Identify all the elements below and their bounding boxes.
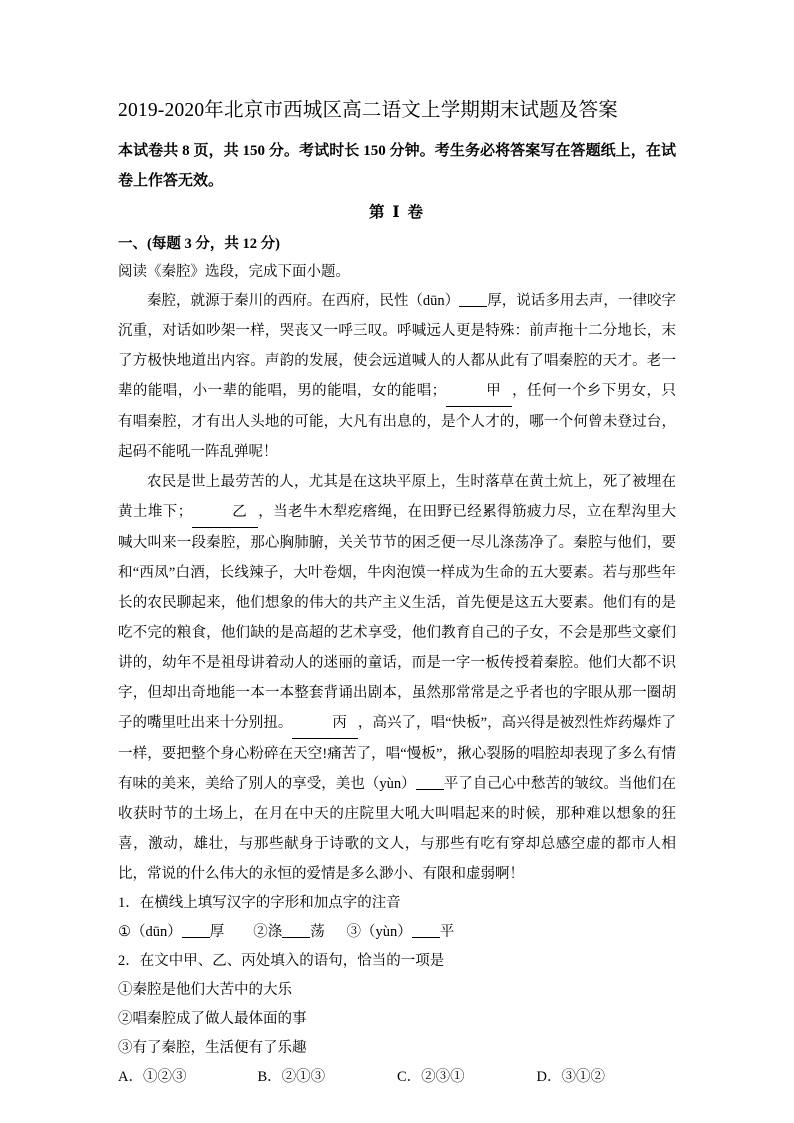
subitem-1-prefix: ①（dūn） (118, 924, 182, 940)
passage-text: ，任何一个乡下男女，只有唱秦腔，才有出人头地的可能，大凡有出息的，是个人才的，哪一个何曾未登过台，起码不能吼一阵乱弹呢！ (118, 383, 676, 460)
passage-text: 厚，说话多用去声，一律咬字沉重，对话如吵架一样，哭丧又一呼三叹。呼喊远人更是特殊：前声拖十二分地长，末了方极快地道出内容。声韵的发展，使会远道喊人的人都从此有了唱秦腔的天才。老一辈的能唱，小一辈的能唱，男的能唱，女的能唱； (118, 293, 677, 399)
option-b[interactable]: B．②①③ (257, 1069, 326, 1085)
question-number: 1． (118, 895, 140, 911)
subitem-1-suffix: 厚 (209, 924, 225, 940)
subitem-2-blank (282, 923, 310, 939)
fill-blank-dun (459, 292, 487, 308)
blank-label-jia: 甲 (446, 376, 512, 407)
passage-paragraph-1 (118, 286, 676, 467)
question-group-title: 一、(每题 3 分，共 12 分) (118, 236, 280, 252)
subitem-1-blank (182, 923, 210, 939)
question-1-subitems (118, 918, 676, 947)
question-stem: 在文中甲、乙、丙处填入的语句，恰当的一项是 (139, 953, 445, 969)
passage-text: ，高兴了，唱“快板”，高兴得是被烈性炸药爆炸了一样，要把整个身心粉碎在天空!痛苦了，唱“慢板”，揪心裂肠的唱腔却表现了多么有情有味的美来，美给了别人的享受，美也（yùn） (118, 715, 676, 792)
option-c[interactable]: C．②③① (397, 1069, 465, 1085)
fill-blank-yun (416, 775, 444, 791)
subitem-2-suffix: 荡 (310, 924, 325, 940)
passage-text: ，当老牛木犁疙瘩绳，在田野已经累得筋疲力尽，立在犁沟里大喊大叫来一段秦腔，那心胸肺腑，关关节节的困乏便一尽儿涤荡净了。秦腔与他们，要和“西凤”白酒，长线辣子，大叶卷烟，牛肉泡馍一样成为生命的五大要素。若与那些年长的农民聊起来，他们想象的伟大的共产主义生活，首先便是这五大要素。他们有的是吃不完的粮食，他们缺的是高超的艺术享受，他们教育自己的子女，不会是那些文豪们讲的，幼年不是祖母讲着动人的迷丽的童话，而是一字一板传授着秦腔。他们大都不识字，但却出奇地能一本一本整套背诵出剧本，虽然那常常是之乎者也的字眼从那一圈胡子的嘴里吐出来十分别扭。 (118, 504, 676, 731)
option-a[interactable]: A．①②③ (118, 1069, 187, 1085)
question-2 (118, 947, 676, 976)
section-header: 第 Ⅰ 卷 (368, 204, 425, 221)
blank-label-bing: 丙 (292, 708, 358, 739)
passage-text: 秦腔，就源于秦川的西府。在西府，民性（dūn） (147, 293, 460, 309)
blank-label-yi: 乙 (192, 497, 258, 528)
option-d[interactable]: D．③①② (536, 1069, 605, 1085)
passage-text: 平了自己心中愁苦的皱纹。当他们在收获时节的土场上，在月在中天的庄院里大吼大叫唱起来的时候，那种难以想象的狂喜，激动，雄壮，与那些献身于诗歌的文人，与那些有吃有穿却总感空虚的都市人相比，常说的什么伟大的永恒的爱情是多么渺小、有限和虚弱啊！ (118, 776, 677, 882)
exam-instructions: 本试卷共 8 页，共 150 分。考试时长 150 分钟。考生务必将答案写在答题纸上，在试卷上作答无效。 (118, 143, 676, 189)
subitem-3-blank (412, 923, 440, 939)
passage-paragraph-2 (118, 467, 676, 889)
question-2-statement-1: ①秦腔是他们大苦中的大乐 (118, 982, 292, 998)
question-number: 2． (118, 953, 140, 969)
passage-lead-in: 阅读《秦腔》选段，完成下面小题。 (118, 264, 350, 280)
subitem-2-prefix: ②涤 (253, 924, 283, 940)
subitem-3-prefix: ③（yùn） (346, 924, 412, 940)
question-2-options (118, 1063, 676, 1092)
question-2-statement-2: ②唱秦腔成了做人最体面的事 (118, 1011, 307, 1027)
page-title: 2019-2020年北京市西城区高二语文上学期期末试题及答案 (118, 100, 618, 121)
question-2-statement-3: ③有了秦腔，生活便有了乐趣 (118, 1040, 307, 1056)
question-1 (118, 889, 676, 918)
subitem-3-suffix: 平 (439, 924, 455, 940)
question-stem: 在横线上填写汉字的字形和加点字的注音 (139, 895, 401, 911)
passage-text: 农民是世上最劳苦的人，尤其是在这块平原上，生时落草在黄土炕上，死了被埋在黄土堆下； (118, 474, 676, 520)
